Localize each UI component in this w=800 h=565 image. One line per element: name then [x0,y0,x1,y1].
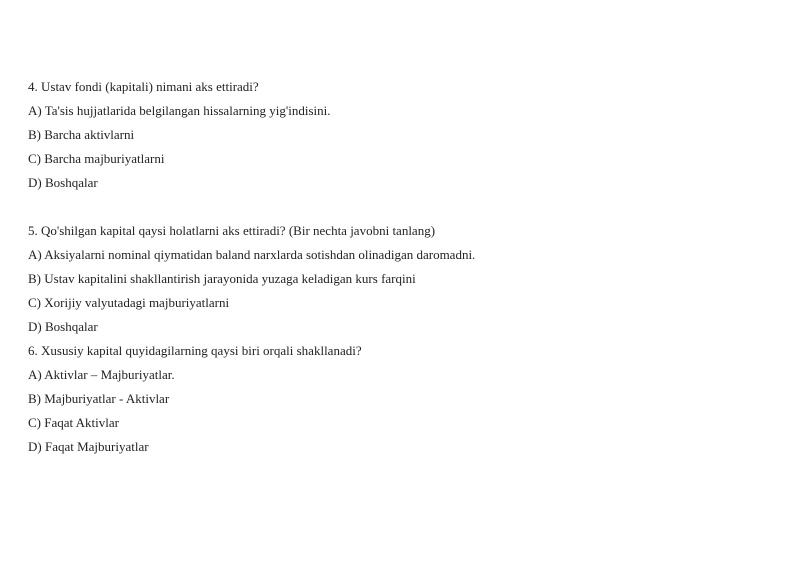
question-5-option-d: D) Boshqalar [28,319,98,334]
question-4-prompt: 4. Ustav fondi (kapitali) nimani aks ettiradi? [28,79,259,94]
question-6-option-a: A) Aktivlar – Majburiyatlar. [28,367,175,382]
question-4-option-d: D) Boshqalar [28,175,98,190]
question-4-option-a: A) Ta'sis hujjatlarida belgilangan hissalarning yig'indisini. [28,103,331,118]
question-6-prompt: 6. Xususiy kapital quyidagilarning qaysi biri orqali shakllanadi? [28,343,362,358]
question-6-option-d: D) Faqat Majburiyatlar [28,439,149,454]
question-4-option-c: C) Barcha majburiyatlarni [28,151,165,166]
question-5-option-c: C) Xorijiy valyutadagi majburiyatlarni [28,295,230,310]
question-5-option-a: A) Aksiyalarni nominal qiymatidan baland narxlarda sotishdan olinadigan daromadni. [28,247,476,262]
question-4-option-b: B) Barcha aktivlarni [28,127,135,142]
question-5-prompt: 5. Qo'shilgan kapital qaysi holatlarni aks ettiradi? (Bir nechta javobni tanlang) [28,223,436,238]
question-6-option-c: C) Faqat Aktivlar [28,415,119,430]
question-6-option-b: B) Majburiyatlar - Aktivlar [28,391,170,406]
question-5-option-b: B) Ustav kapitalini shakllantirish jarayonida yuzaga keladigan kurs farqini [28,271,416,286]
